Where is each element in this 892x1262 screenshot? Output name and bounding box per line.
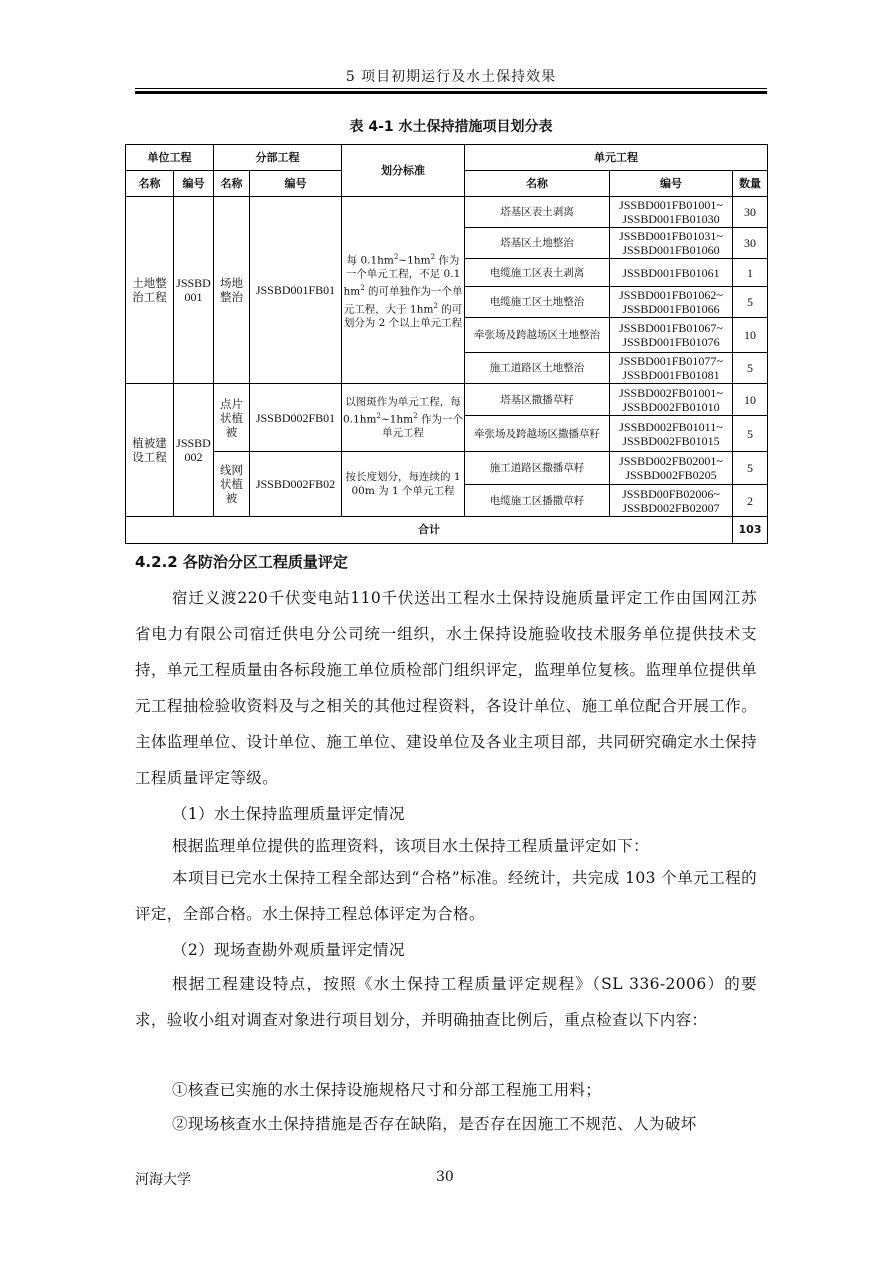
header-element-name: 名称 [465,171,610,197]
paragraph-4: 本项目已完水土保持工程全部达到“合格”标准。经统计，共完成 103 个单元工程的评定，全部合格。水土保持工程总体评定为合格。 [135,869,757,923]
header-element-project: 单元工程 [465,145,768,171]
unit-code-cell: JSSBD002 [174,384,214,517]
element-code-cell: JSSBD001FB01031~ JSSBD001FB01060 [610,228,733,259]
element-name-cell: 施工道路区撒播草籽 [465,452,610,485]
header-element-code: 编号 [610,171,733,197]
table-row [126,197,768,228]
element-name-cell: 电缆施工区表土剥离 [465,259,610,287]
total-value: 103 [733,517,768,544]
criterion-cell: 按长度划分，每连续的 100m 为 1 个单元工程 [342,452,465,517]
element-count-cell: 5 [733,416,768,452]
paragraph-5: （2）现场查勘外观质量评定情况 [172,941,405,959]
element-code-cell: JSSBD001FB01001~ JSSBD001FB01030 [610,197,733,228]
header-element-count: 数量 [733,171,768,197]
element-code-cell: JSSBD002FB02001~ JSSBD002FB0205 [610,452,733,485]
unit-name-cell: 植被建设工程 [126,384,174,517]
header-sub-project: 分部工程 [214,145,342,171]
element-code-cell: JSSBD001FB01062~ JSSBD001FB01066 [610,287,733,318]
paragraph-6: 根据工程建设特点，按照《水土保持工程质量评定规程》（SL 336-2006）的要求，验收小组对调查对象进行项目划分，并明确抽查比例后，重点检查以下内容： [135,975,757,1029]
table-row [126,452,768,485]
table-total-row [126,517,768,544]
sub-name-cell: 点片状植被 [214,384,250,452]
element-name-cell: 牵张场及跨越场区撒播草籽 [465,416,610,452]
criterion-cell: 每 $0.1hm^2\sim 1hm^2$ 作为一个单元工程，不足 $0.1hm^2$ 的可单独作为一个单元工程，大于 $1hm^2$ 的可划分为 2 个以上单元工程 [342,197,465,384]
element-count-cell: 30 [733,197,768,228]
section-heading: 4.2.2 各防治分区工程质量评定 [135,553,348,571]
element-count-cell: 2 [733,485,768,517]
element-count-cell: 5 [733,287,768,318]
running-header: 5 项目初期运行及水土保持效果 [345,69,557,85]
element-count-cell: 1 [733,259,768,287]
element-name-cell: 电缆施工区土地整治 [465,287,610,318]
unit-name-cell: 土地整治工程 [126,197,174,384]
sub-name-cell: 线网状植被 [214,452,250,517]
header-sub-name: 名称 [214,171,250,197]
element-count-cell: 10 [733,318,768,353]
header-unit-name: 名称 [126,171,174,197]
paragraph-7: ①核查已实施的水土保持设施规格尺寸和分部工程施工用料； [172,1081,602,1099]
header-unit-code: 编号 [174,171,214,197]
paragraph-2: （1）水土保持监理质量评定情况 [172,805,405,823]
project-division-table [125,144,768,544]
element-code-cell: JSSBD002FB01011~ JSSBD002FB01015 [610,416,733,452]
header-criterion: 划分标准 [342,145,465,197]
criterion-cell: 以图斑作为单元工程，每 $0.1hm^2\sim 1hm^2$ 作为一个单元工程 [342,384,465,452]
table-caption: 表 4-1 水土保持措施项目划分表 [349,119,553,135]
element-code-cell: JSSBD001FB01061 [610,259,733,287]
element-name-cell: 塔基区表土剥离 [465,197,610,228]
element-code-cell: JSSBD001FB01077~ JSSBD001FB01081 [610,353,733,384]
sub-code-cell: JSSBD002FB02 [250,452,342,517]
sub-code-cell: JSSBD002FB01 [250,384,342,452]
paragraph-1: 宿迁义渡220千伏变电站110千伏送出工程水土保持设施质量评定工作由国网江苏省电力有限公司宿迁供电分公司统一组织，水土保持设施验收技术服务单位提供技术支持，单元工程质量由各标段施工单位质检部门组织评定，监理单位复核。监理单位提供单元工程抽检验收资料及与之相关的其他过程资料，各设计单位、施工单位配合开展工作。主体监理单位、设计单位、施工单位、建设单位及各业主项目部，共同研究确定水土保持工程质量评定等级。 [135,589,757,787]
paragraph-3: 根据监理单位提供的监理资料，该项目水土保持工程质量评定如下： [172,837,650,855]
element-count-cell: 5 [733,353,768,384]
table-row [126,384,768,416]
element-count-cell: 30 [733,228,768,259]
element-code-cell: JSSBD001FB01067~ JSSBD001FB01076 [610,318,733,353]
sub-name-cell: 场地整治 [214,197,250,384]
header-unit-project: 单位工程 [126,145,214,171]
element-count-cell: 10 [733,384,768,416]
header-rule-thick [135,91,767,94]
page-number: 30 [436,1169,454,1185]
element-name-cell: 塔基区土地整治 [465,228,610,259]
element-name-cell: 塔基区撒播草籽 [465,384,610,416]
element-count-cell: 5 [733,452,768,485]
element-name-cell: 牵张场及跨越场区土地整治 [465,318,610,353]
header-rule-thin [135,88,767,89]
element-code-cell: JSSBD002FB01001~ JSSBD002FB01010 [610,384,733,416]
paragraph-8: ②现场核查水土保持措施是否存在缺陷，是否存在因施工不规范、人为破坏 [172,1115,697,1133]
element-name-cell: 施工道路区土地整治 [465,353,610,384]
sub-code-cell: JSSBD001FB01 [250,197,342,384]
footer-organization: 河海大学 [135,1172,191,1188]
element-name-cell: 电缆施工区播撒草籽 [465,485,610,517]
element-code-cell: JSSBD00FB02006~ JSSBD002FB02007 [610,485,733,517]
total-label: 合计 [126,517,733,544]
header-sub-code: 编号 [250,171,342,197]
unit-code-cell: JSSBD001 [174,197,214,384]
